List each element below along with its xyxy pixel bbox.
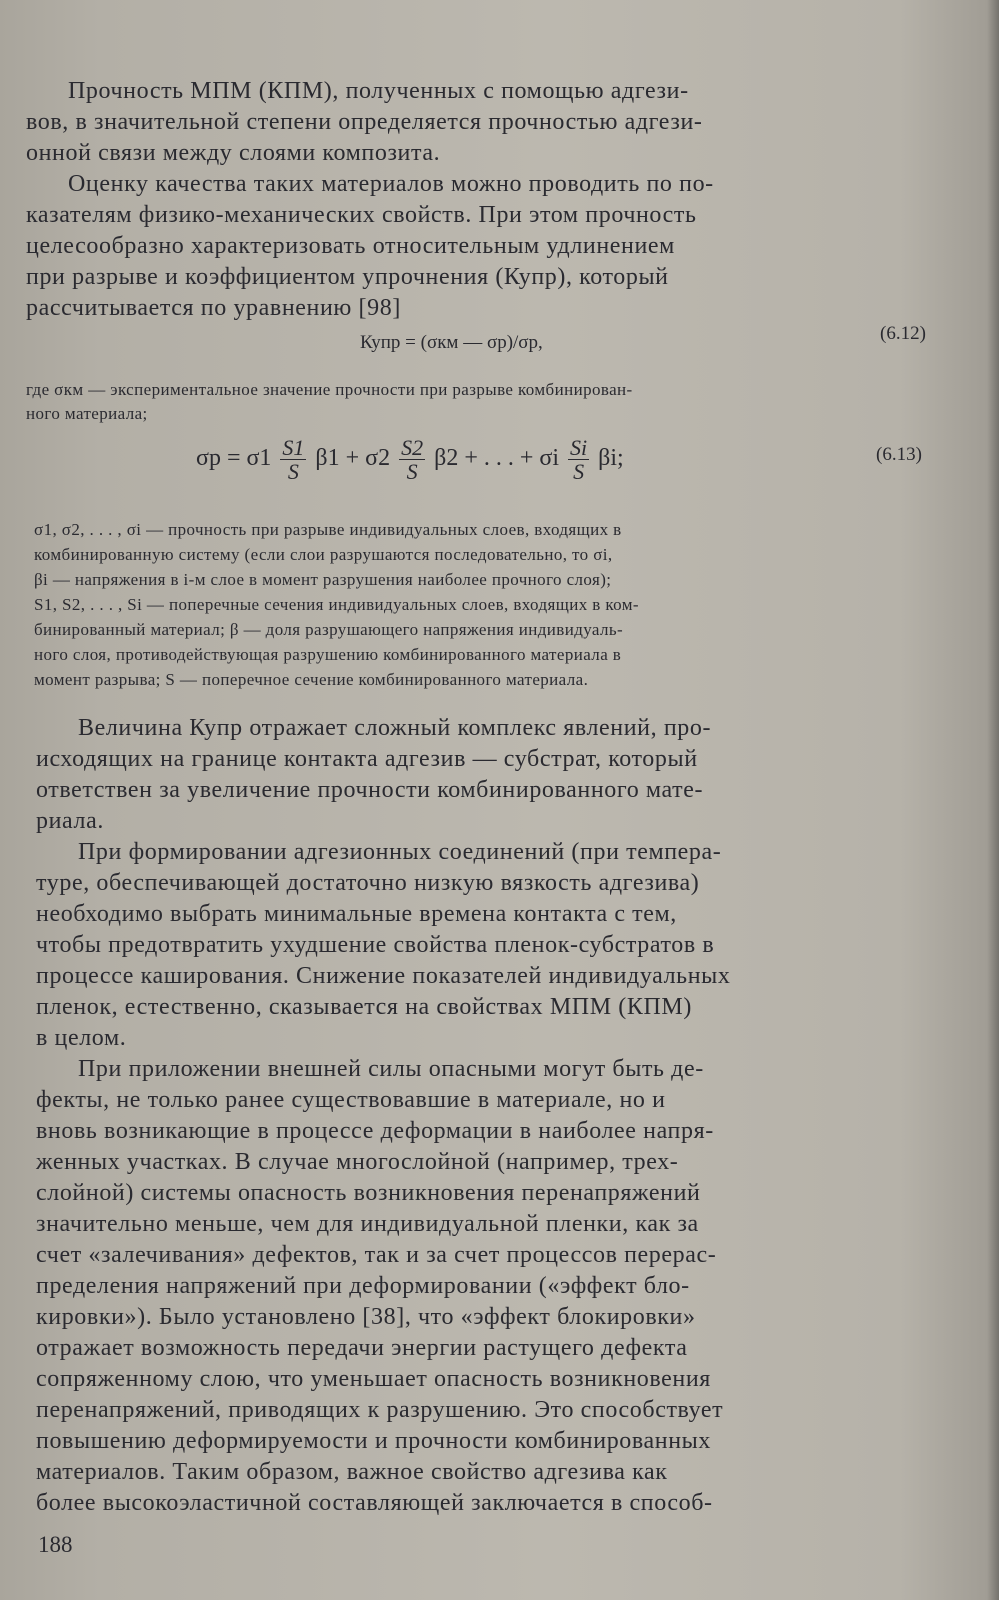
body-line: пределения напряжений при деформировании («эффект бло- bbox=[36, 1273, 690, 1299]
body-line: отражает возможность передачи энергии растущего дефекта bbox=[36, 1335, 688, 1361]
where-line: где σкм — экспериментальное значение прочности при разрыве комбинирован- bbox=[26, 380, 633, 399]
body-line: риала. bbox=[36, 808, 104, 834]
eq-term: β2 + . . . + σi bbox=[434, 445, 559, 472]
equation-number: (6.12) bbox=[880, 323, 926, 344]
body-line: чтобы предотвратить ухудшение свойства пленок-субстратов в bbox=[36, 932, 715, 958]
equation-6-12: Купр = (σкм — σр)/σр, bbox=[360, 332, 543, 353]
body-line: Величина Купр отражает сложный комплекс явлений, про- bbox=[78, 715, 712, 741]
fraction-numerator: S2 bbox=[401, 435, 424, 460]
fraction bbox=[280, 436, 306, 483]
page-number: 188 bbox=[38, 1532, 73, 1557]
fraction-numerator: Si bbox=[570, 435, 588, 460]
intro-line: Прочность МПМ (КПМ), полученных с помощью адгези- bbox=[68, 78, 689, 104]
body-line: фекты, не только ранее существовавшие в материале, но и bbox=[36, 1087, 666, 1113]
fraction-denominator: S bbox=[573, 459, 585, 485]
body-line: пленок, естественно, сказывается на свойствах МПМ (КПМ) bbox=[36, 994, 692, 1020]
body-line: При формировании адгезионных соединений (при темпера- bbox=[78, 839, 722, 865]
intro-line: онной связи между слоями композита. bbox=[26, 140, 441, 166]
eq-term: β1 + σ2 bbox=[315, 445, 391, 472]
legend-line: ного слоя, противодействующая разрушению комбинированного материала в bbox=[34, 645, 622, 664]
legend-line: момент разрыва; S — поперечное сечение комбинированного материала. bbox=[34, 670, 589, 689]
intro-line: вов, в значительной степени определяется прочностью адгези- bbox=[26, 109, 703, 135]
body-line: материалов. Таким образом, важное свойство адгезива как bbox=[36, 1459, 668, 1485]
equation-6-13 bbox=[196, 436, 624, 483]
legend-line: σ1, σ2, . . . , σi — прочность при разрыве индивидуальных слоев, входящих в bbox=[34, 520, 622, 539]
body-line: слойной) системы опасность возникновения перенапряжений bbox=[36, 1180, 701, 1206]
fraction bbox=[568, 436, 589, 483]
page-edge-shadow bbox=[987, 0, 999, 1600]
body-line: значительно меньше, чем для индивидуальной пленки, как за bbox=[36, 1211, 699, 1237]
eq-term: βi; bbox=[598, 445, 624, 472]
fraction-denominator: S bbox=[287, 459, 299, 485]
body-line: более высокоэластичной составляющей заключается в способ- bbox=[36, 1490, 713, 1516]
body-line: перенапряжений, приводящих к разрушению. Это способствует bbox=[36, 1397, 724, 1423]
body-line: сопряженному слою, что уменьшает опасность возникновения bbox=[36, 1366, 711, 1392]
legend-line: S1, S2, . . . , Si — поперечные сечения индивидуальных слоев, входящих в ком- bbox=[34, 595, 639, 614]
fraction-denominator: S bbox=[406, 459, 418, 485]
body-line: в целом. bbox=[36, 1025, 127, 1051]
body-line: исходящих на границе контакта адгезив — субстрат, который bbox=[36, 746, 698, 772]
fraction-numerator: S1 bbox=[282, 435, 305, 460]
intro-line: казателям физико-механических свойств. При этом прочность bbox=[26, 202, 697, 228]
body-line: необходимо выбрать минимальные времена контакта с тем, bbox=[36, 901, 677, 927]
intro-line: целесообразно характеризовать относительным удлинением bbox=[26, 233, 675, 259]
fraction bbox=[399, 436, 425, 483]
body-line: вновь возникающие в процессе деформации в наиболее напря- bbox=[36, 1118, 714, 1144]
intro-line: Оценку качества таких материалов можно проводить по по- bbox=[68, 171, 714, 197]
intro-line: при разрыве и коэффициентом упрочнения (Купр), который bbox=[26, 264, 669, 290]
body-line: процессе каширования. Снижение показателей индивидуальных bbox=[36, 963, 731, 989]
body-line: ответствен за увеличение прочности комбинированного мате- bbox=[36, 777, 704, 803]
legend-line: комбинированную систему (если слои разрушаются последовательно, то σi, bbox=[34, 545, 613, 564]
body-line: туре, обеспечивающей достаточно низкую вязкость адгезива) bbox=[36, 870, 700, 896]
body-line: При приложении внешней силы опасными могут быть де- bbox=[78, 1056, 704, 1082]
where-line: ного материала; bbox=[26, 404, 148, 423]
body-line: женных участках. В случае многослойной (например, трех- bbox=[36, 1149, 679, 1175]
eq-term: σр = σ1 bbox=[196, 445, 272, 472]
equation-number: (6.13) bbox=[876, 444, 922, 465]
body-line: счет «залечивания» дефектов, так и за счет процессов перерас- bbox=[36, 1242, 717, 1268]
legend-line: βi — напряжения в i-м слое в момент разрушения наиболее прочного слоя); bbox=[34, 570, 612, 589]
intro-line: рассчитывается по уравнению [98] bbox=[26, 295, 401, 321]
legend-line: бинированный материал; β — доля разрушающего напряжения индивидуаль- bbox=[34, 620, 624, 639]
body-line: кировки»). Было установлено [38], что «эффект блокировки» bbox=[36, 1304, 696, 1330]
body-line: повышению деформируемости и прочности комбинированных bbox=[36, 1428, 711, 1454]
